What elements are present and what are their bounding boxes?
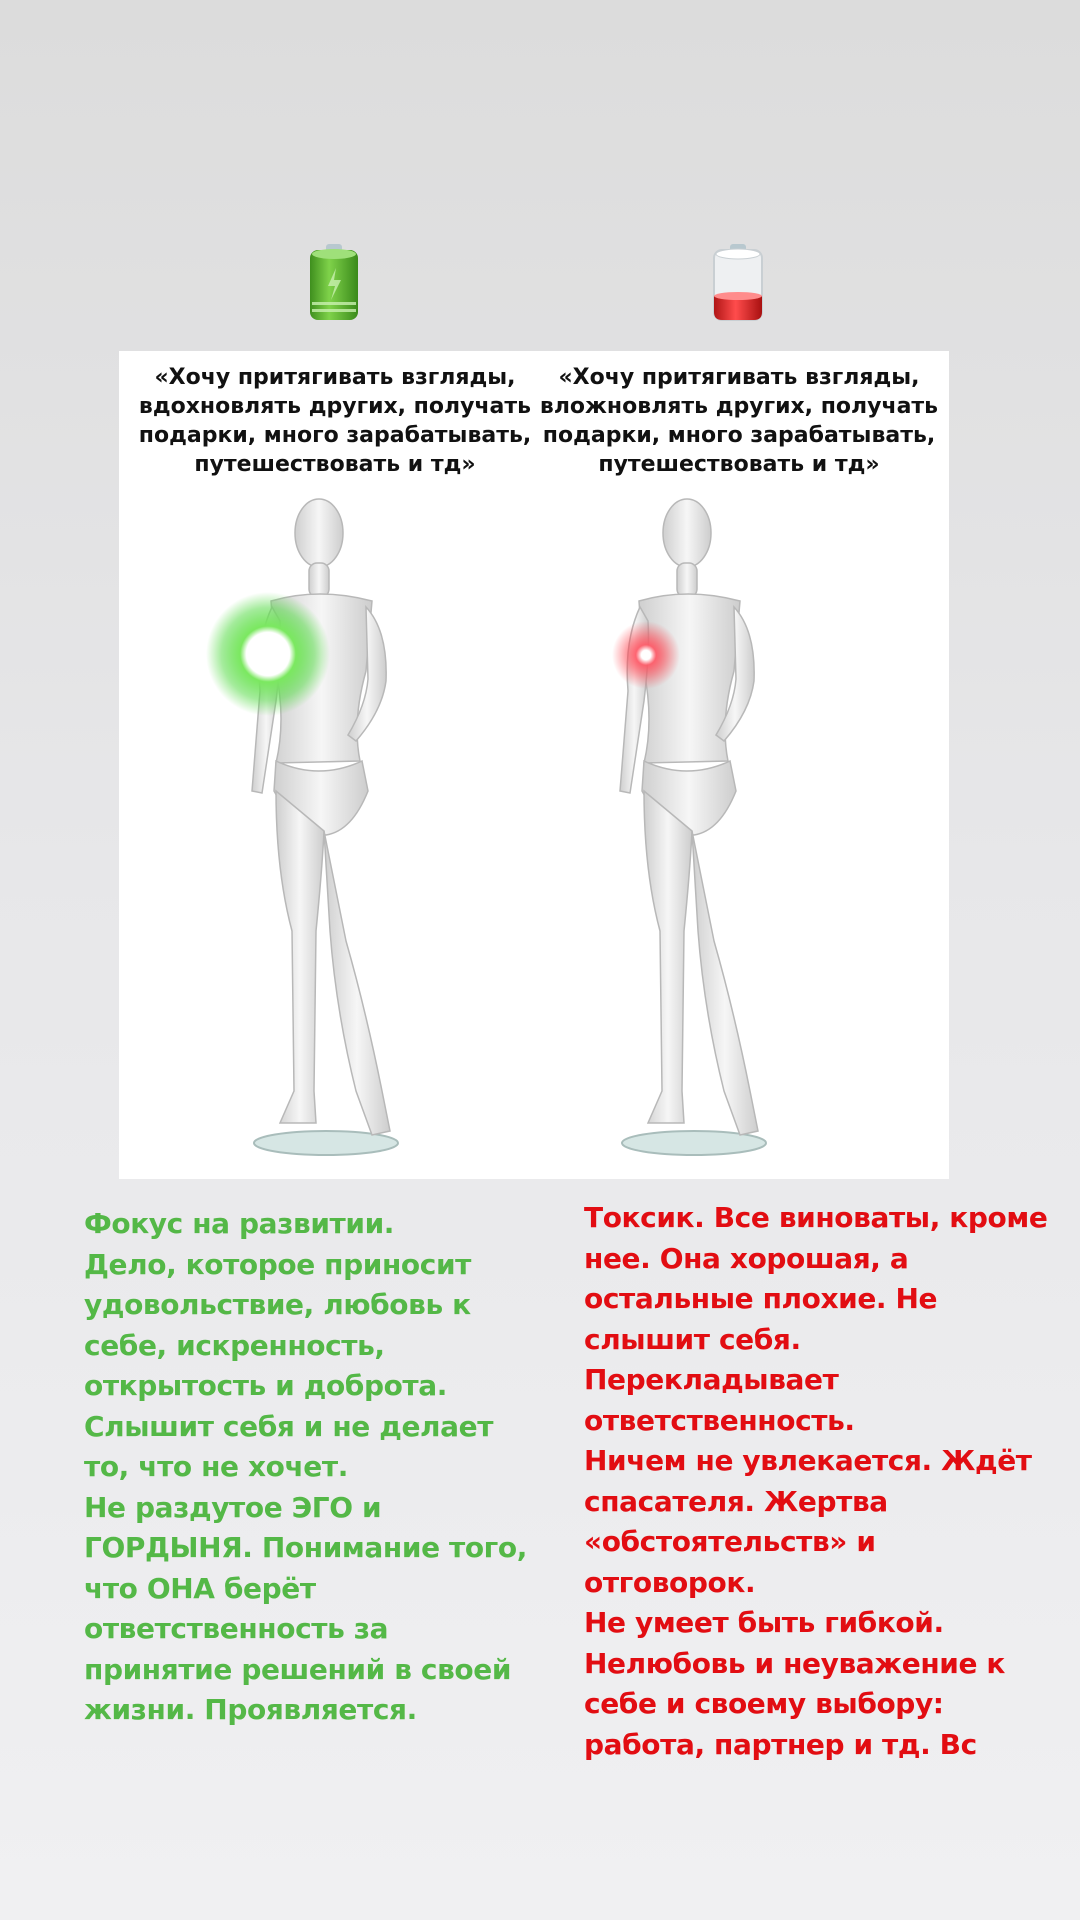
left-description-line: себе, искренность, (84, 1328, 385, 1362)
left-description-line: Фокус на развитии. (84, 1207, 395, 1240)
comparison-image (119, 351, 949, 1179)
left-description-line: Не раздутое ЭГО и (84, 1490, 382, 1524)
right-description-line: спасателя. Жертва (584, 1484, 888, 1518)
right-description-line: слышит себя. (584, 1322, 801, 1356)
right-description-line: Токсик. Все виноваты, кроме (584, 1201, 1048, 1234)
right-description-line: Ничем не увлекается. Ждёт (584, 1444, 1032, 1477)
left-description-line: что ОНА берёт (84, 1571, 316, 1605)
left-description-line: открытость и доброта. (84, 1369, 447, 1402)
right-description-line: отговорок. (584, 1565, 756, 1599)
right-caption: «Хочу притягивать взгляды, вложновлять других, получать подарки, много зарабатывать, путешествовать и тд» (539, 365, 939, 477)
left-description-line: удовольствие, любовь к (84, 1288, 471, 1321)
mannequin-right (544, 491, 844, 1176)
right-description-line: работа, партнер и тд. Вс (584, 1727, 977, 1761)
left-description-line: то, что не хочет. (84, 1450, 348, 1483)
left-description-line: жизни. Проявляется. (84, 1693, 417, 1726)
right-description-line: Нелюбовь и неуважение к (584, 1646, 1006, 1680)
right-description-line: остальные плохие. Не (584, 1282, 938, 1315)
right-description-line: себе и своему выбору: (584, 1687, 944, 1720)
left-description-line: Дело, которое приносит (84, 1247, 472, 1281)
left-description-line: принятие решений в своей (84, 1652, 512, 1686)
right-description-line: Перекладывает (584, 1363, 839, 1396)
left-description-line: ответственность за (84, 1612, 389, 1645)
left-caption: «Хочу притягивать взгляды, вдохновлять других, получать подарки, много зарабатывать, путешествовать и тд» (138, 365, 532, 477)
right-description-line: ответственность. (584, 1403, 855, 1437)
battery-low-icon (708, 242, 768, 326)
left-description-line: ГОРДЫНЯ. Понимание того, (84, 1531, 527, 1564)
right-description-line: нее. Она хорошая, а (584, 1241, 909, 1275)
right-description-line: Не умеет быть гибкой. (584, 1606, 944, 1639)
right-description-line: «обстоятельств» и (584, 1525, 876, 1558)
right-description (584, 1198, 1054, 1765)
left-description-line: Слышит себя и не делает (84, 1409, 494, 1443)
battery-full-icon (304, 242, 364, 326)
mannequin-left (176, 491, 476, 1176)
left-description (84, 1204, 544, 1731)
